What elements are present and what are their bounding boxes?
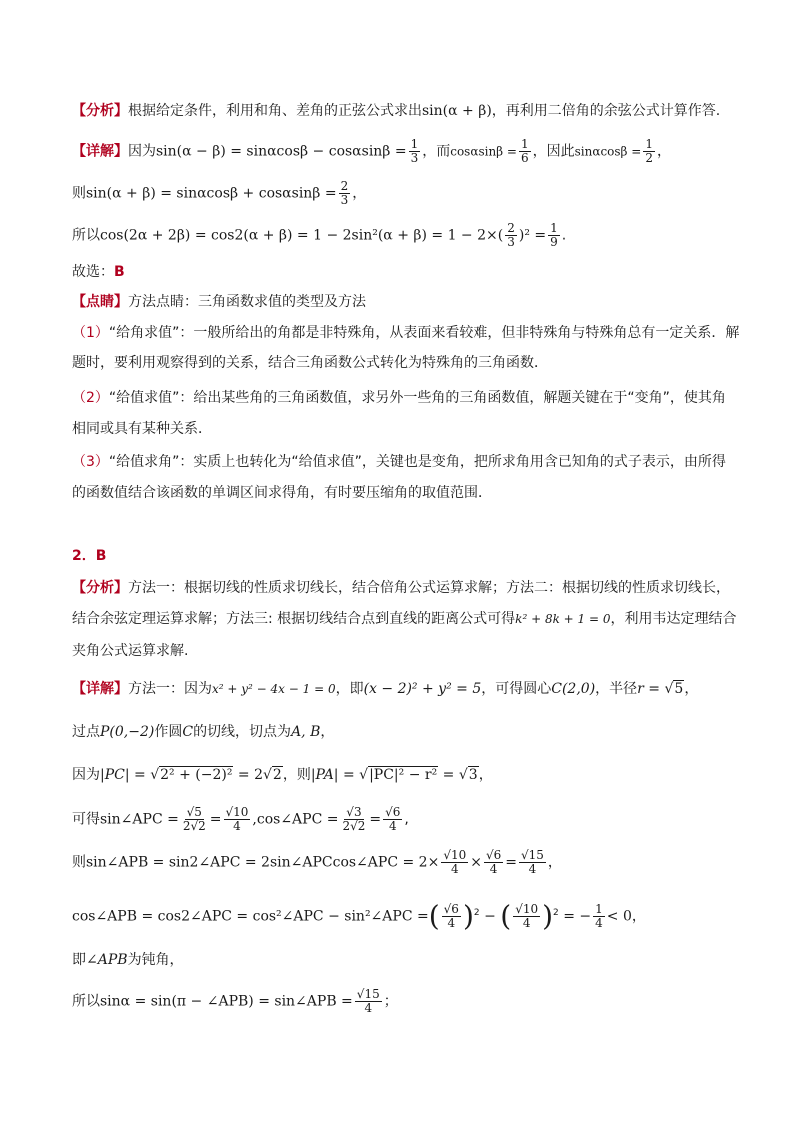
q2-sinapb-line: 则sin∠APB = sin2∠APC = 2sin∠APCcos∠APC = 2× $\frac{√10}{4}$ × $\frac{√6}{4}$ = $\frac{√15}{4}$ ，	[72, 848, 562, 876]
q2-analysis-a: 【分析】方法一：根据切线的性质求切线长，结合倍角公式运算求解；方法二：根据切线的性质求切线长，	[72, 580, 730, 596]
q1-tip2-a: （2）“给值求值”：给出某些角的三角函数值，求另外一些角的三角函数值，解题关键在于“变角”，使其角	[72, 390, 726, 406]
fraction: $\frac{1}{9}$	[550, 221, 558, 249]
q2-sin-line: 可得sin∠APC = $\frac{√5}{2√2}$ = $\frac{√10}{4}$ ,cos∠APC = $\frac{√3}{2√2}$ = $\frac{√6}{4}$ ,	[72, 805, 409, 833]
q1-answer-line: 故选：B	[72, 264, 125, 280]
fraction: $\frac{1}{3}$	[410, 137, 419, 165]
q1-tip1-a: （1）“给角求值”：一般所给出的角都是非特殊角，从表面来看较难，但非特殊角与特殊角总有一定关系．解	[72, 325, 740, 341]
q2-tangent-line: 过点P(0,−2)作圆C的切线，切点为A, B，	[72, 724, 335, 740]
analysis-tag: 【分析】	[72, 103, 128, 119]
detail-tag: 【详解】	[72, 143, 128, 160]
tip-tag: 【点睛】	[72, 294, 128, 310]
q1-then-line: 则sin(α + β) = sinαcosβ + cosαsinβ = $\frac{2}{3}$ ，	[72, 179, 367, 207]
answer-value: B	[114, 264, 125, 280]
q2-cosapb-line: cos∠APB = cos2∠APC = cos²∠APC − sin²∠APC =( $\frac{√6}{4}$ )$^2$ − ( $\frac{√10}{4}$ )$^2$ = − $\frac{1}{4}$ < 0，	[72, 899, 646, 933]
q1-analysis-line: 【分析】根据给定条件，利用和角、差角的正弦公式求出sin(α + β)，再利用二倍角的余弦公式计算作答.	[72, 103, 721, 119]
q2-analysis-b: 结合余弦定理运算求解；方法三: 根据切线结合点到直线的距离公式可得k² + 8k + 1 = 0，利用韦达定理结合	[72, 611, 737, 627]
q1-so-line: 所以cos(2α + 2β) = cos2(α + β) = 1 − 2sin²(α + β) = 1 − 2×( $\frac{2}{3}$ )² = $\frac{1}{9}$ .	[72, 221, 567, 249]
fraction: $\frac{2}{3}$	[507, 221, 515, 249]
fraction: $\frac{2}{3}$	[340, 179, 349, 207]
q2-sina-line: 所以sinα = sin(π − ∠APB) = sin∠APB = $\frac{√15}{4}$ ；	[72, 987, 398, 1015]
q2-number: 2．B	[72, 548, 107, 564]
fraction: $\frac{1}{2}$	[645, 137, 654, 165]
q2-obtuse-line: 即∠APB为钝角，	[72, 952, 184, 968]
q1-tip3-a: （3）“给值求角”：实质上也转化为“给值求值”，关键也是变角，把所求角用含已知角的式子表示，由所得	[72, 454, 726, 470]
q1-tip3-b: 的函数值结合该函数的单调区间求得角，有时要压缩角的取值范围．	[72, 485, 492, 501]
q2-pc-line: 因为|PC| = √2² + (−2)² = 2√2，则|PA| = √|PC|² − r² = √3，	[72, 767, 493, 783]
q2-detail-line: 【详解】方法一：因为x² + y² − 4x − 1 = 0，即(x − 2)² + y² = 5，可得圆心C(2,0)，半径r = √5，	[72, 681, 699, 697]
q2-analysis-c: 夹角公式运算求解.	[72, 643, 189, 659]
q1-tip-line: 【点睛】方法点睛：三角函数求值的类型及方法	[72, 294, 366, 310]
fraction: $\frac{1}{6}$	[520, 137, 529, 165]
q1-tip1-b: 题时，要利用观察得到的关系，结合三角函数公式转化为特殊角的三角函数．	[72, 355, 548, 371]
q1-tip2-b: 相同或具有某种关系．	[72, 421, 212, 437]
q1-detail-line: 【详解】因为sin(α − β) = sinαcosβ − cosαsinβ = $\frac{1}{3}$ ，而cosαsinβ = $\frac{1}{6}$ ，因此sinαcosβ = $\frac{1}{2}$ ，	[72, 137, 672, 165]
